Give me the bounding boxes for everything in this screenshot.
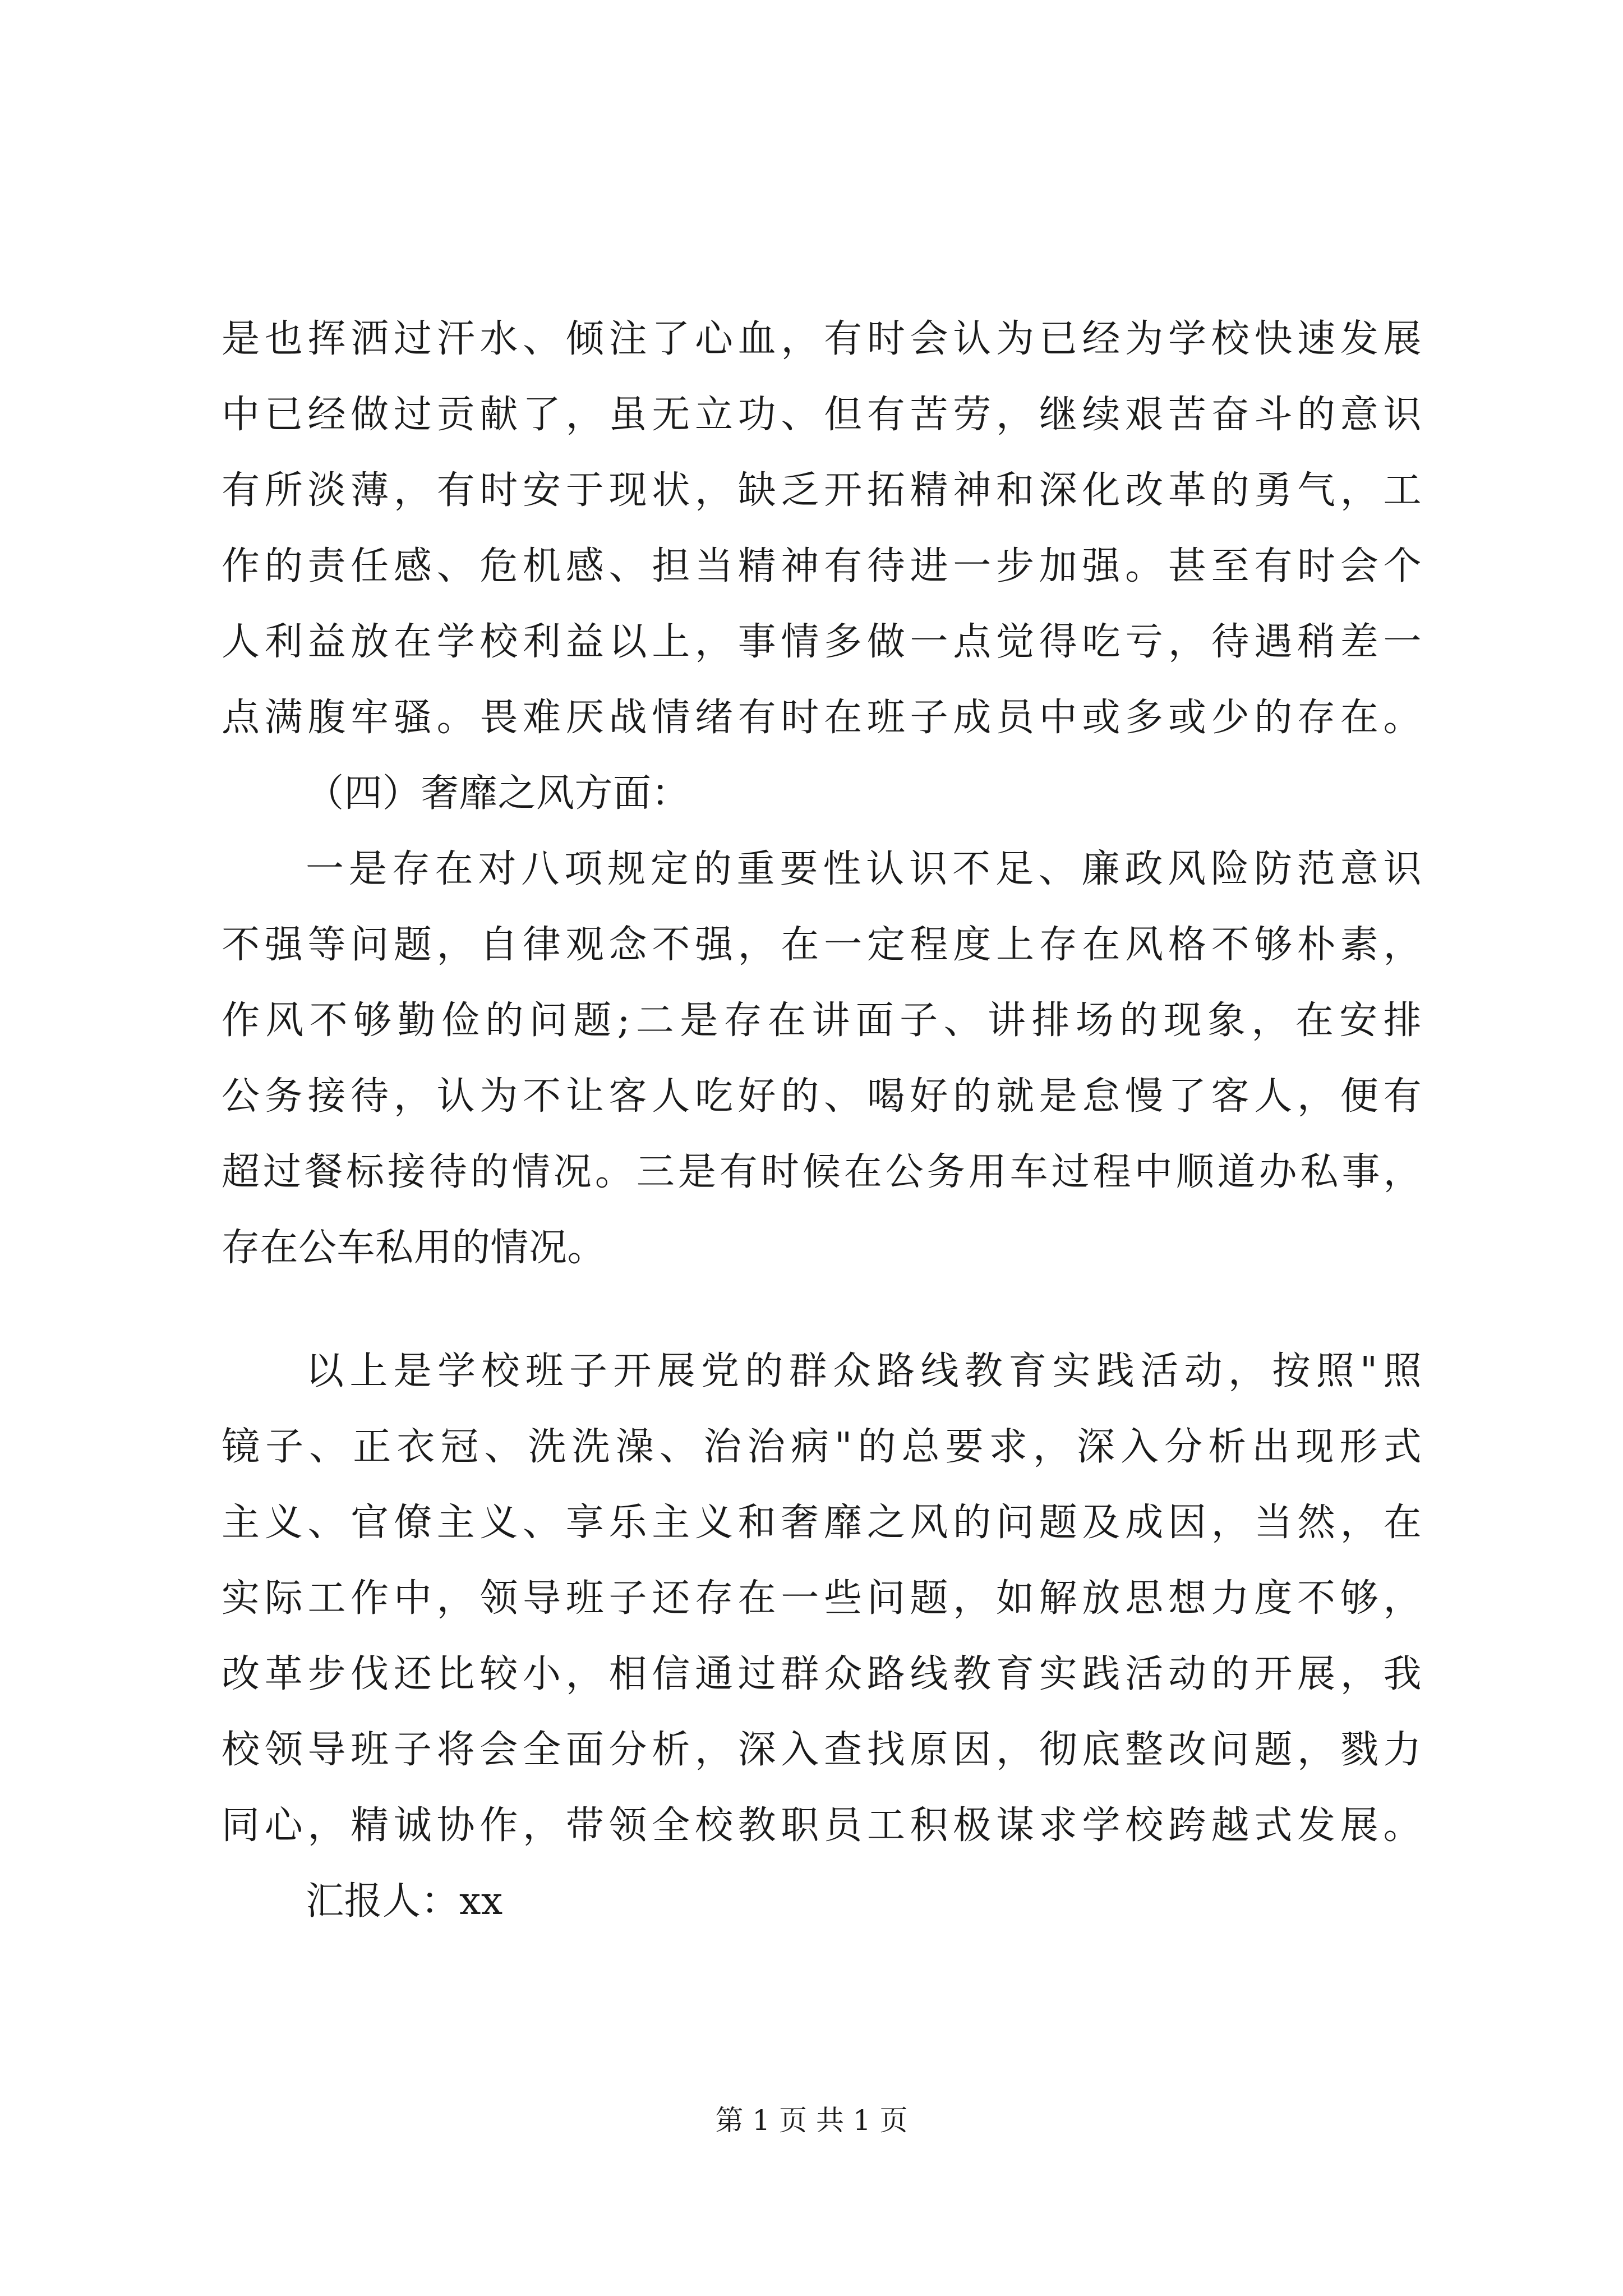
paragraph-line: 校领导班子将会全面分析，深入查找原因，彻底整改问题，戮力 bbox=[222, 1728, 1422, 1772]
page-footer: 第 1 页 共 1 页 bbox=[715, 2104, 908, 2137]
paragraph-line: 作风不够勤俭的问题;二是存在讲面子、讲排场的现象，在安排 bbox=[222, 999, 1422, 1043]
section-heading: （四）奢靡之风方面： bbox=[306, 771, 690, 816]
paragraph-line: 镜子、正衣冠、洗洗澡、治治病"的总要求，深入分析出现形式 bbox=[222, 1425, 1422, 1469]
paragraph-line: 存在公车私用的情况。 bbox=[222, 1226, 606, 1270]
paragraph-line: 是也挥洒过汗水、倾注了心血，有时会认为已经为学校快速发展 bbox=[222, 317, 1422, 361]
paragraph-line: 人利益放在学校利益以上，事情多做一点觉得吃亏，待遇稍差一 bbox=[222, 620, 1422, 664]
paragraph-line: 作的责任感、危机感、担当精神有待进一步加强。甚至有时会个 bbox=[222, 544, 1422, 588]
paragraph-line: 同心，精诚协作，带领全校教职员工积极谋求学校跨越式发展。 bbox=[222, 1803, 1422, 1848]
paragraph-line: 主义、官僚主义、享乐主义和奢靡之风的问题及成因，当然，在 bbox=[222, 1501, 1422, 1545]
paragraph-line: 不强等问题，自律观念不强，在一定程度上存在风格不够朴素， bbox=[222, 923, 1422, 967]
paragraph-line: 点满腹牢骚。畏难厌战情绪有时在班子成员中或多或少的存在。 bbox=[222, 696, 1422, 740]
paragraph-line: 改革步伐还比较小，相信通过群众路线教育实践活动的开展，我 bbox=[222, 1652, 1422, 1696]
paragraph-line: 公务接待，认为不让客人吃好的、喝好的就是怠慢了客人，便有 bbox=[222, 1074, 1422, 1119]
paragraph-line: 实际工作中，领导班子还存在一些问题，如解放思想力度不够， bbox=[222, 1576, 1422, 1621]
paragraph-line: 中已经做过贡献了，虽无立功、但有苦劳，继续艰苦奋斗的意识 bbox=[222, 393, 1422, 437]
paragraph-line: 有所淡薄，有时安于现状，缺乏开拓精神和深化改革的勇气，工 bbox=[222, 468, 1422, 513]
reporter-signature: 汇报人：xx bbox=[306, 1879, 503, 1924]
paragraph-line: 一是存在对八项规定的重要性认识不足、廉政风险防范意识 bbox=[306, 847, 1422, 891]
paragraph-line: 以上是学校班子开展党的群众路线教育实践活动，按照"照 bbox=[306, 1349, 1422, 1393]
paragraph-line: 超过餐标接待的情况。三是有时候在公务用车过程中顺道办私事， bbox=[222, 1150, 1422, 1194]
